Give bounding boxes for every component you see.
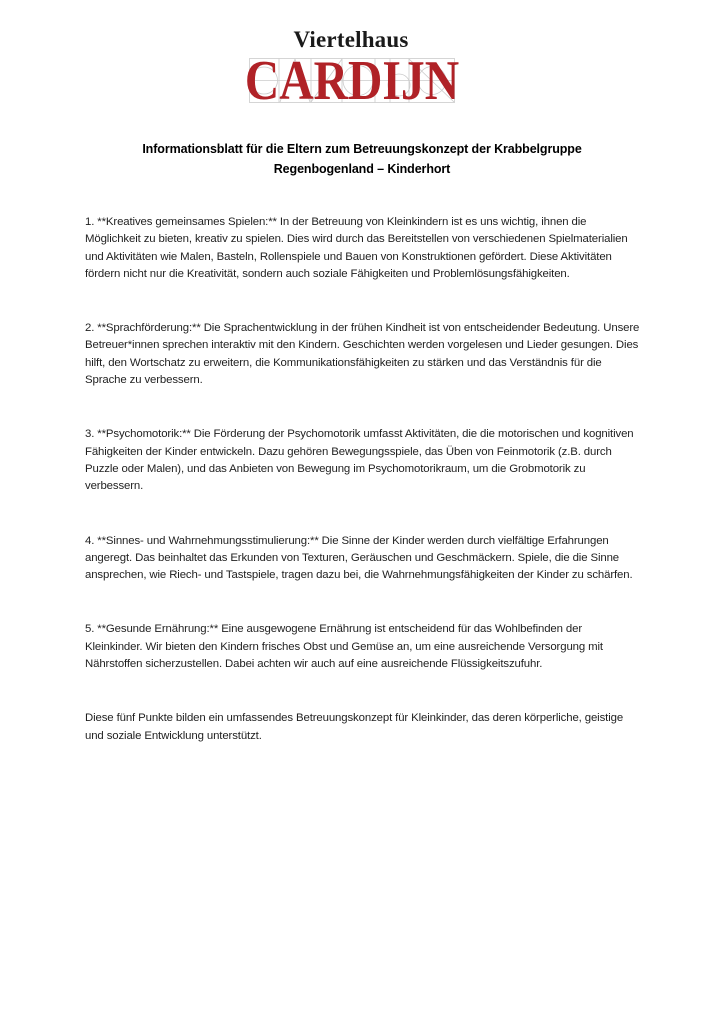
closing-paragraph: Diese fünf Punkte bilden ein umfassendes Betreuungskonzept für Kleinkinder, das deren körperliche, geistige und soziale Entwicklung unterstützt. xyxy=(85,712,624,742)
body-paragraph-4: 4. **Sinnes- und Wahrnehmungsstimulierung:** Die Sinne der Kinder werden durch vielfältige Erfahrungen angeregt. Das beinhaltet das Erkunden von Texturen, Geräuschen und Geschmäckern. Spiele, die die Sinne ansprechen, wie Riech- und Tastspiele, tragen dazu bei, die Wahrnehmungsfähigkeiten der Kinder zu schärfen. xyxy=(85,534,633,582)
document-title xyxy=(0,139,724,179)
logo-wordmark: CARDIJN xyxy=(244,50,460,112)
title-line-2: Regenbogenland – Kinderhort xyxy=(273,162,451,176)
logo xyxy=(244,50,460,112)
body-paragraph-5: 5. **Gesunde Ernährung:** Eine ausgewogene Ernährung ist entscheidend für das Wohlbefinden der Kleinkinder. Wir bieten den Kindern frisches Obst und Gemüse an, um eine ausreichende Versorgung mit Nährstoffen sicherzustellen. Dabei achten wir auch auf eine ausreichende Flüssigkeitszufuhr. xyxy=(85,623,603,671)
document-body xyxy=(85,214,640,745)
body-paragraph-3: 3. **Psychomotorik:** Die Förderung der Psychomotorik umfasst Aktivitäten, die die motorischen und kognitiven Fähigkeiten der Kinder entwickeln. Dazu gehören Bewegungsspiele, das Üben von Feinmotorik (z.B. durch Puzzle oder Malen), und das Anbieten von Bewegung im Psychomotorikraum, um die Grobmotorik zu verbessern. xyxy=(85,428,634,493)
logo-brand-name: Viertelhaus xyxy=(293,27,409,52)
title-line-1: Informationsblatt für die Eltern zum Betreuungskonzept der Krabbelgruppe xyxy=(142,142,582,156)
body-paragraph-2: 2. **Sprachförderung:** Die Sprachentwicklung in der frühen Kindheit ist von entscheidender Bedeutung. Unsere Betreuer*innen sprechen interaktiv mit den Kindern. Geschichten werden vorgelesen und Lieder gesungen. Dies hilft, den Wortschatz zu erweitern, die Kommunikationsfähigkeiten zu stärken und das Verständnis für die Sprache zu verbessern. xyxy=(85,322,640,387)
body-paragraph-1: 1. **Kreatives gemeinsames Spielen:** In der Betreuung von Kleinkindern ist es uns wichtig, ihnen die Möglichkeit zu bieten, kreativ zu spielen. Dies wird durch das Bereitstellen von verschiedenen Spielmaterialien und Aktivitäten wie Malen, Basteln, Rollenspiele und Bauen von Konstruktionen gefördert. Diese Aktivitäten fördern nicht nur die Kreativität, sondern auch soziale Fähigkeiten und Problemlösungsfähigkeiten. xyxy=(85,216,628,280)
